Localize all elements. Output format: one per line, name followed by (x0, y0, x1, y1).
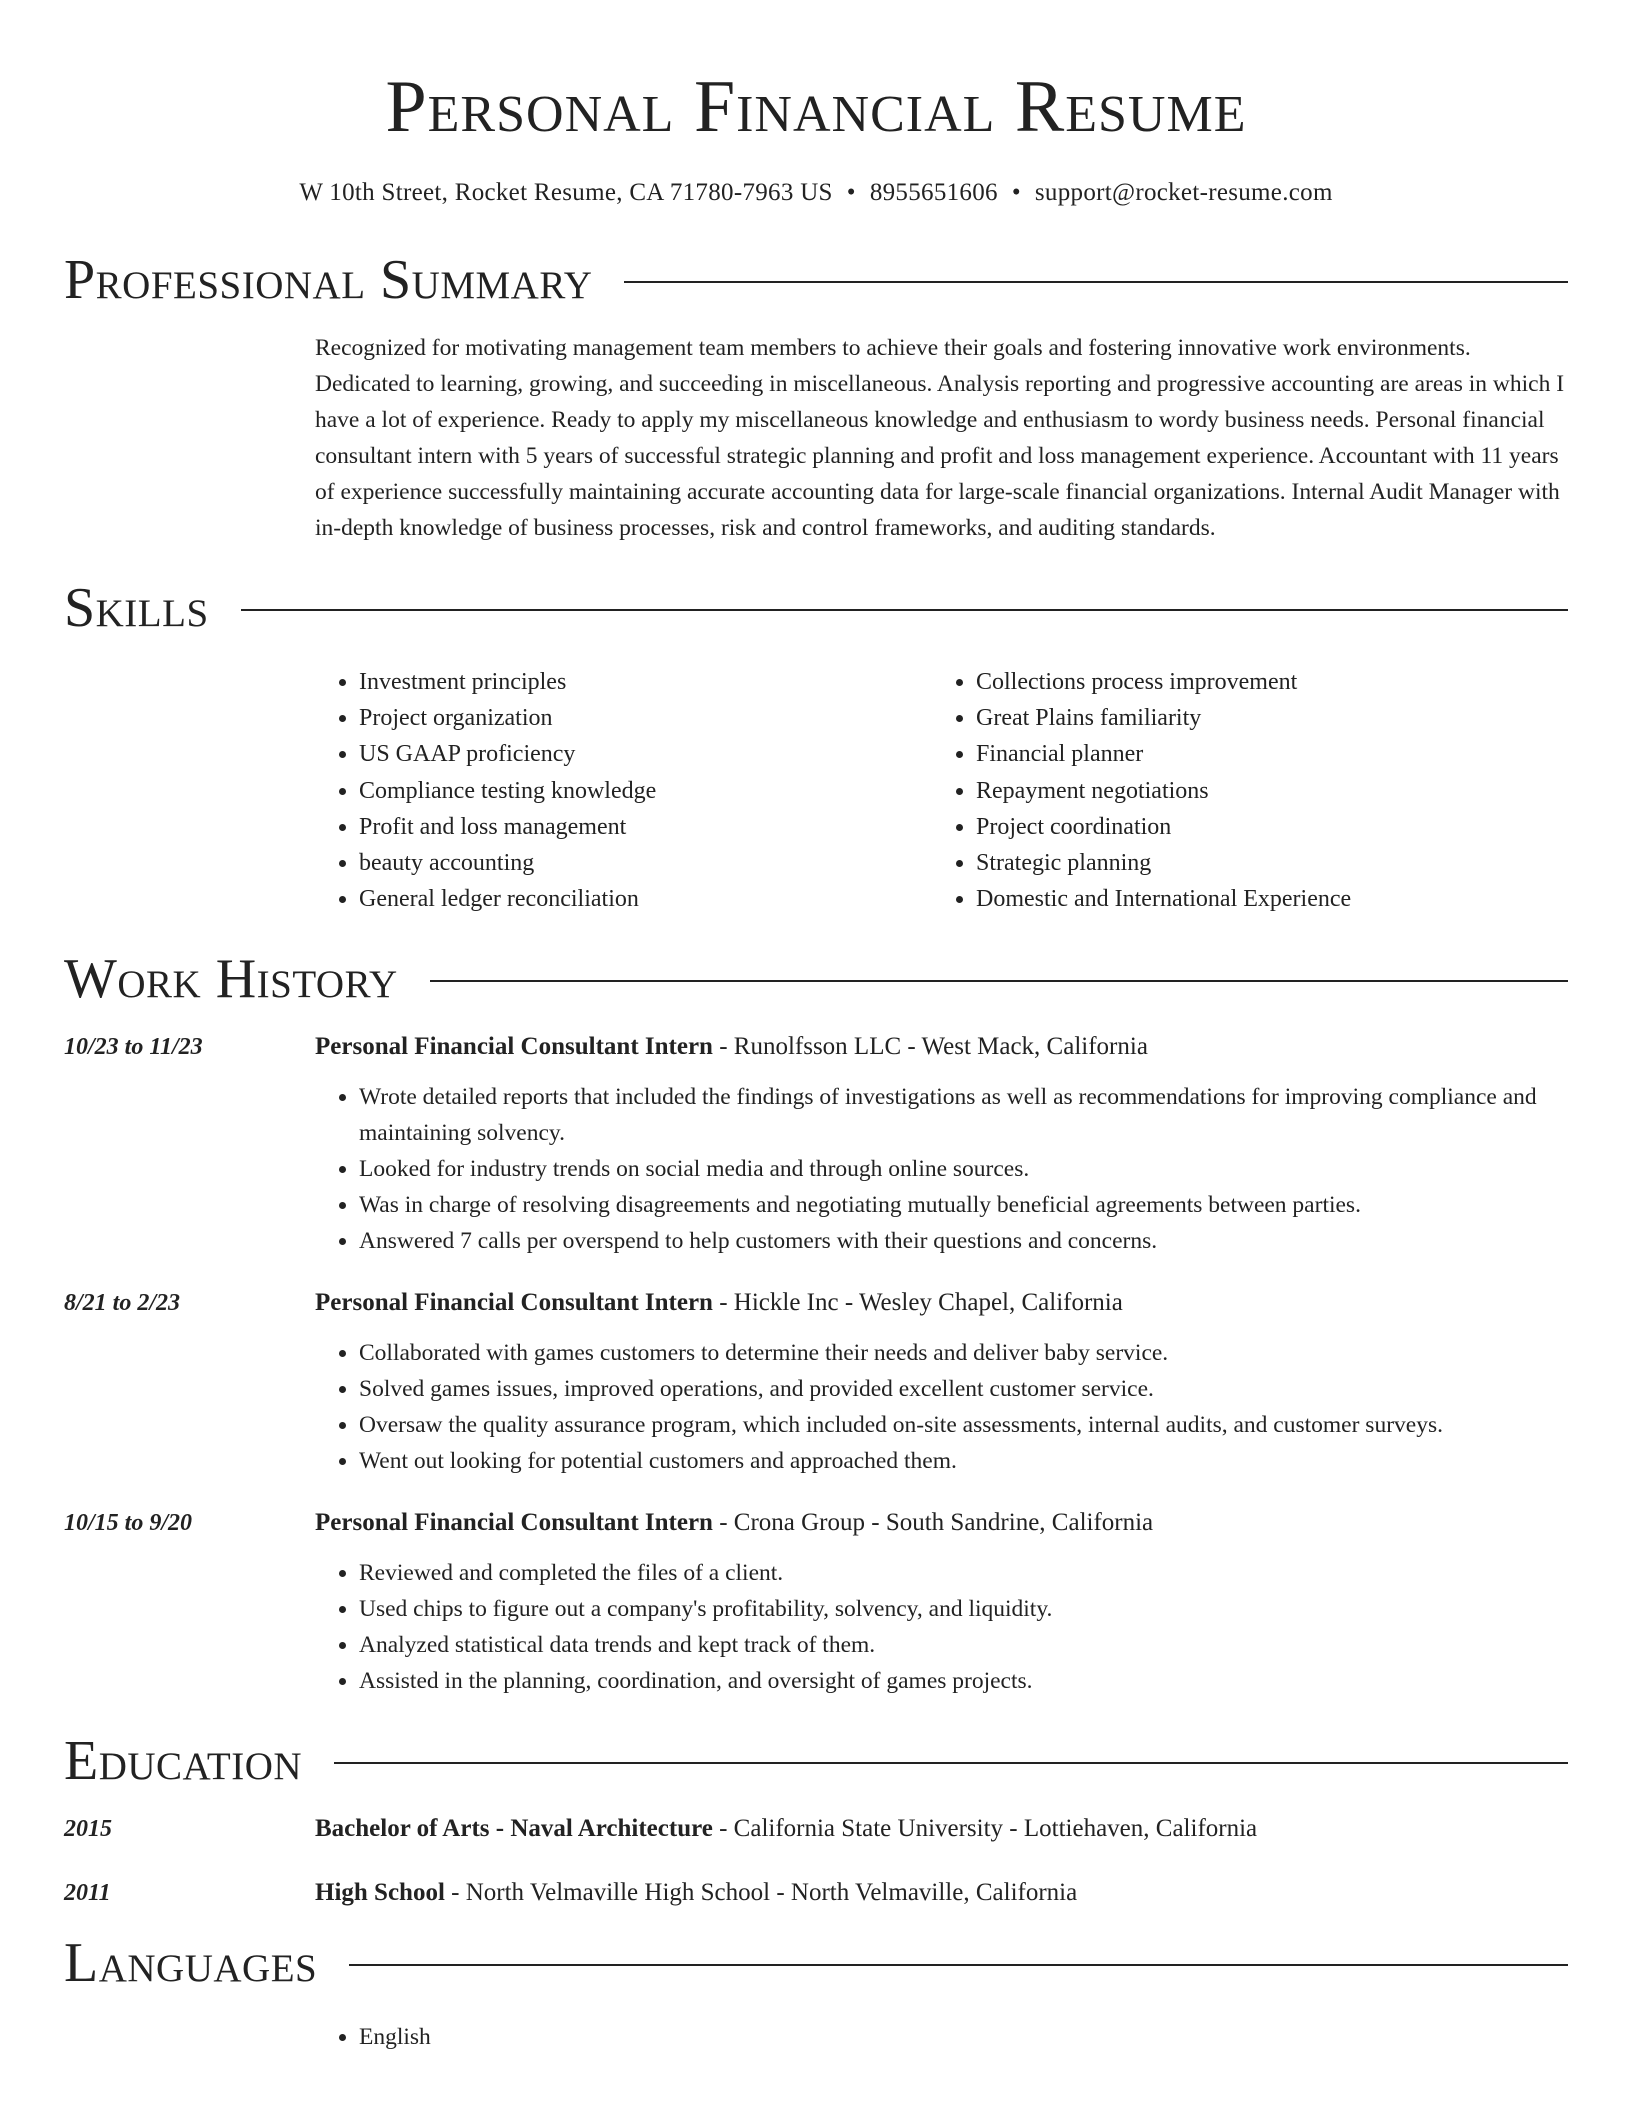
job-entry (64, 1509, 1568, 1699)
education-year: 2015 (64, 1816, 112, 1843)
skill-item: • Investment principles (359, 664, 932, 700)
education-year: 2011 (64, 1880, 111, 1907)
education-school: - California State University - Lottiehaven, California (712, 1815, 1258, 1843)
job-heading (315, 1509, 1153, 1537)
section-header-languages (64, 1931, 1568, 1995)
job-entry (64, 1033, 1568, 1259)
job-heading (315, 1033, 1148, 1061)
education-degree: Bachelor of Arts - Naval Architecture (315, 1815, 713, 1843)
job-bullet: • Collaborated with games customers to determine their needs and deliver baby service. (359, 1335, 1568, 1371)
job-bullet: • Looked for industry trends on social media and through online sources. (359, 1151, 1568, 1187)
job-dates: 8/21 to 2/23 (64, 1290, 181, 1317)
job-title: Personal Financial Consultant Intern (315, 1033, 713, 1061)
job-bullet: • Was in charge of resolving disagreements and negotiating mutually beneficial agreements between parties. (359, 1187, 1568, 1223)
section-header-work (64, 947, 1568, 1011)
job-bullet: • Used chips to figure out a company's profitability, solvency, and liquidity. (359, 1591, 1568, 1627)
skill-item: • beauty accounting (359, 845, 932, 881)
skill-item: • General ledger reconciliation (359, 881, 932, 917)
section-divider (624, 281, 1568, 283)
skill-item: • Domestic and International Experience (976, 881, 1549, 917)
contact-line (64, 176, 1568, 210)
skill-item: • Compliance testing knowledge (359, 773, 932, 809)
job-header (64, 1289, 1568, 1317)
section-header-summary (64, 248, 1568, 312)
contact-address: W 10th Street, Rocket Resume, CA 71780-7963 US (299, 179, 833, 206)
skill-item: • Project organization (359, 700, 932, 736)
skill-item: • Repayment negotiations (976, 773, 1549, 809)
job-bullet: • Assisted in the planning, coordination, and oversight of games projects. (359, 1663, 1568, 1699)
job-employer: - Crona Group - South Sandrine, California (712, 1509, 1154, 1537)
job-employer: - Runolfsson LLC - West Mack, California (712, 1033, 1148, 1061)
job-title: Personal Financial Consultant Intern (315, 1289, 713, 1317)
education-heading (315, 1815, 1257, 1843)
skills-column-right (932, 664, 1549, 917)
job-header (64, 1033, 1568, 1061)
education-entry (64, 1879, 1568, 1907)
job-bullet: • Answered 7 calls per overspend to help customers with their questions and concerns. (359, 1223, 1568, 1259)
section-divider (430, 980, 1568, 982)
skill-item: • Financial planner (976, 736, 1549, 772)
job-entry (64, 1289, 1568, 1479)
skills-list (315, 664, 1568, 917)
skill-item: • Great Plains familiarity (976, 700, 1549, 736)
job-bullet: • Analyzed statistical data trends and kept track of them. (359, 1627, 1568, 1663)
section-divider (334, 1762, 1568, 1764)
job-heading (315, 1289, 1123, 1317)
section-title-languages: Languages (64, 1932, 318, 1995)
education-degree: High School (315, 1879, 445, 1907)
skill-item: • Profit and loss management (359, 809, 932, 845)
section-divider (349, 1964, 1568, 1966)
languages-list (315, 2019, 1568, 2055)
contact-phone: 8955651606 (869, 179, 998, 206)
job-bullet: • Wrote detailed reports that included the findings of investigations as well as recommendations for improving compliance and maintaining solvency. (359, 1079, 1568, 1151)
resume-title: Personal Financial Resume (385, 66, 1247, 148)
section-header-education (64, 1729, 1568, 1793)
contact-separator: • (1011, 179, 1021, 206)
section-divider (241, 609, 1568, 611)
job-title: Personal Financial Consultant Intern (315, 1509, 713, 1537)
section-header-skills (64, 576, 1568, 640)
job-bullets (315, 1079, 1568, 1259)
skills-column-left (315, 664, 932, 917)
job-dates: 10/23 to 11/23 (64, 1034, 203, 1061)
education-entry (64, 1815, 1568, 1843)
job-bullets (315, 1555, 1568, 1699)
skill-item: • Project coordination (976, 809, 1549, 845)
summary-text: Recognized for motivating management team members to achieve their goals and fostering innovative work environments. Dedicated to learning, growing, and succeeding in miscellaneous. Analysis reporting and progressive accounting are areas in which I have a lot of experience. Ready to apply my miscellaneous knowledge and enthusiasm to wordy business needs. Personal financial consultant intern with 5 years of successful strategic planning and profit and loss management experience. Accountant with 11 years of experience successfully maintaining accurate accounting data for large-scale financial organizations. Internal Audit Manager with in-depth knowledge of business processes, risk and control frameworks, and auditing standards. (315, 335, 1565, 541)
section-title-education: Education (64, 1730, 303, 1793)
education-school: - North Velmaville High School - North Velmaville, California (444, 1879, 1078, 1907)
job-header (64, 1509, 1568, 1537)
job-employer: - Hickle Inc - Wesley Chapel, California (712, 1289, 1123, 1317)
contact-separator: • (846, 179, 856, 206)
job-bullet: • Went out looking for potential customers and approached them. (359, 1443, 1568, 1479)
job-bullets (315, 1335, 1568, 1479)
job-bullet: • Solved games issues, improved operations, and provided excellent customer service. (359, 1371, 1568, 1407)
skill-item: • Strategic planning (976, 845, 1549, 881)
language-item: • English (359, 2019, 1568, 2055)
section-title-summary: Professional Summary (64, 249, 593, 311)
section-title-skills: Skills (64, 577, 209, 639)
skill-item: • Collections process improvement (976, 664, 1549, 700)
section-title-work: Work History (64, 948, 398, 1011)
contact-email: support@rocket-resume.com (1034, 179, 1333, 206)
job-bullet: • Reviewed and completed the files of a client. (359, 1555, 1568, 1591)
job-dates: 10/15 to 9/20 (64, 1510, 193, 1537)
education-heading (315, 1879, 1077, 1907)
job-bullet: • Oversaw the quality assurance program, which included on-site assessments, internal audits, and customer surveys. (359, 1407, 1568, 1443)
skill-item: • US GAAP proficiency (359, 736, 932, 772)
